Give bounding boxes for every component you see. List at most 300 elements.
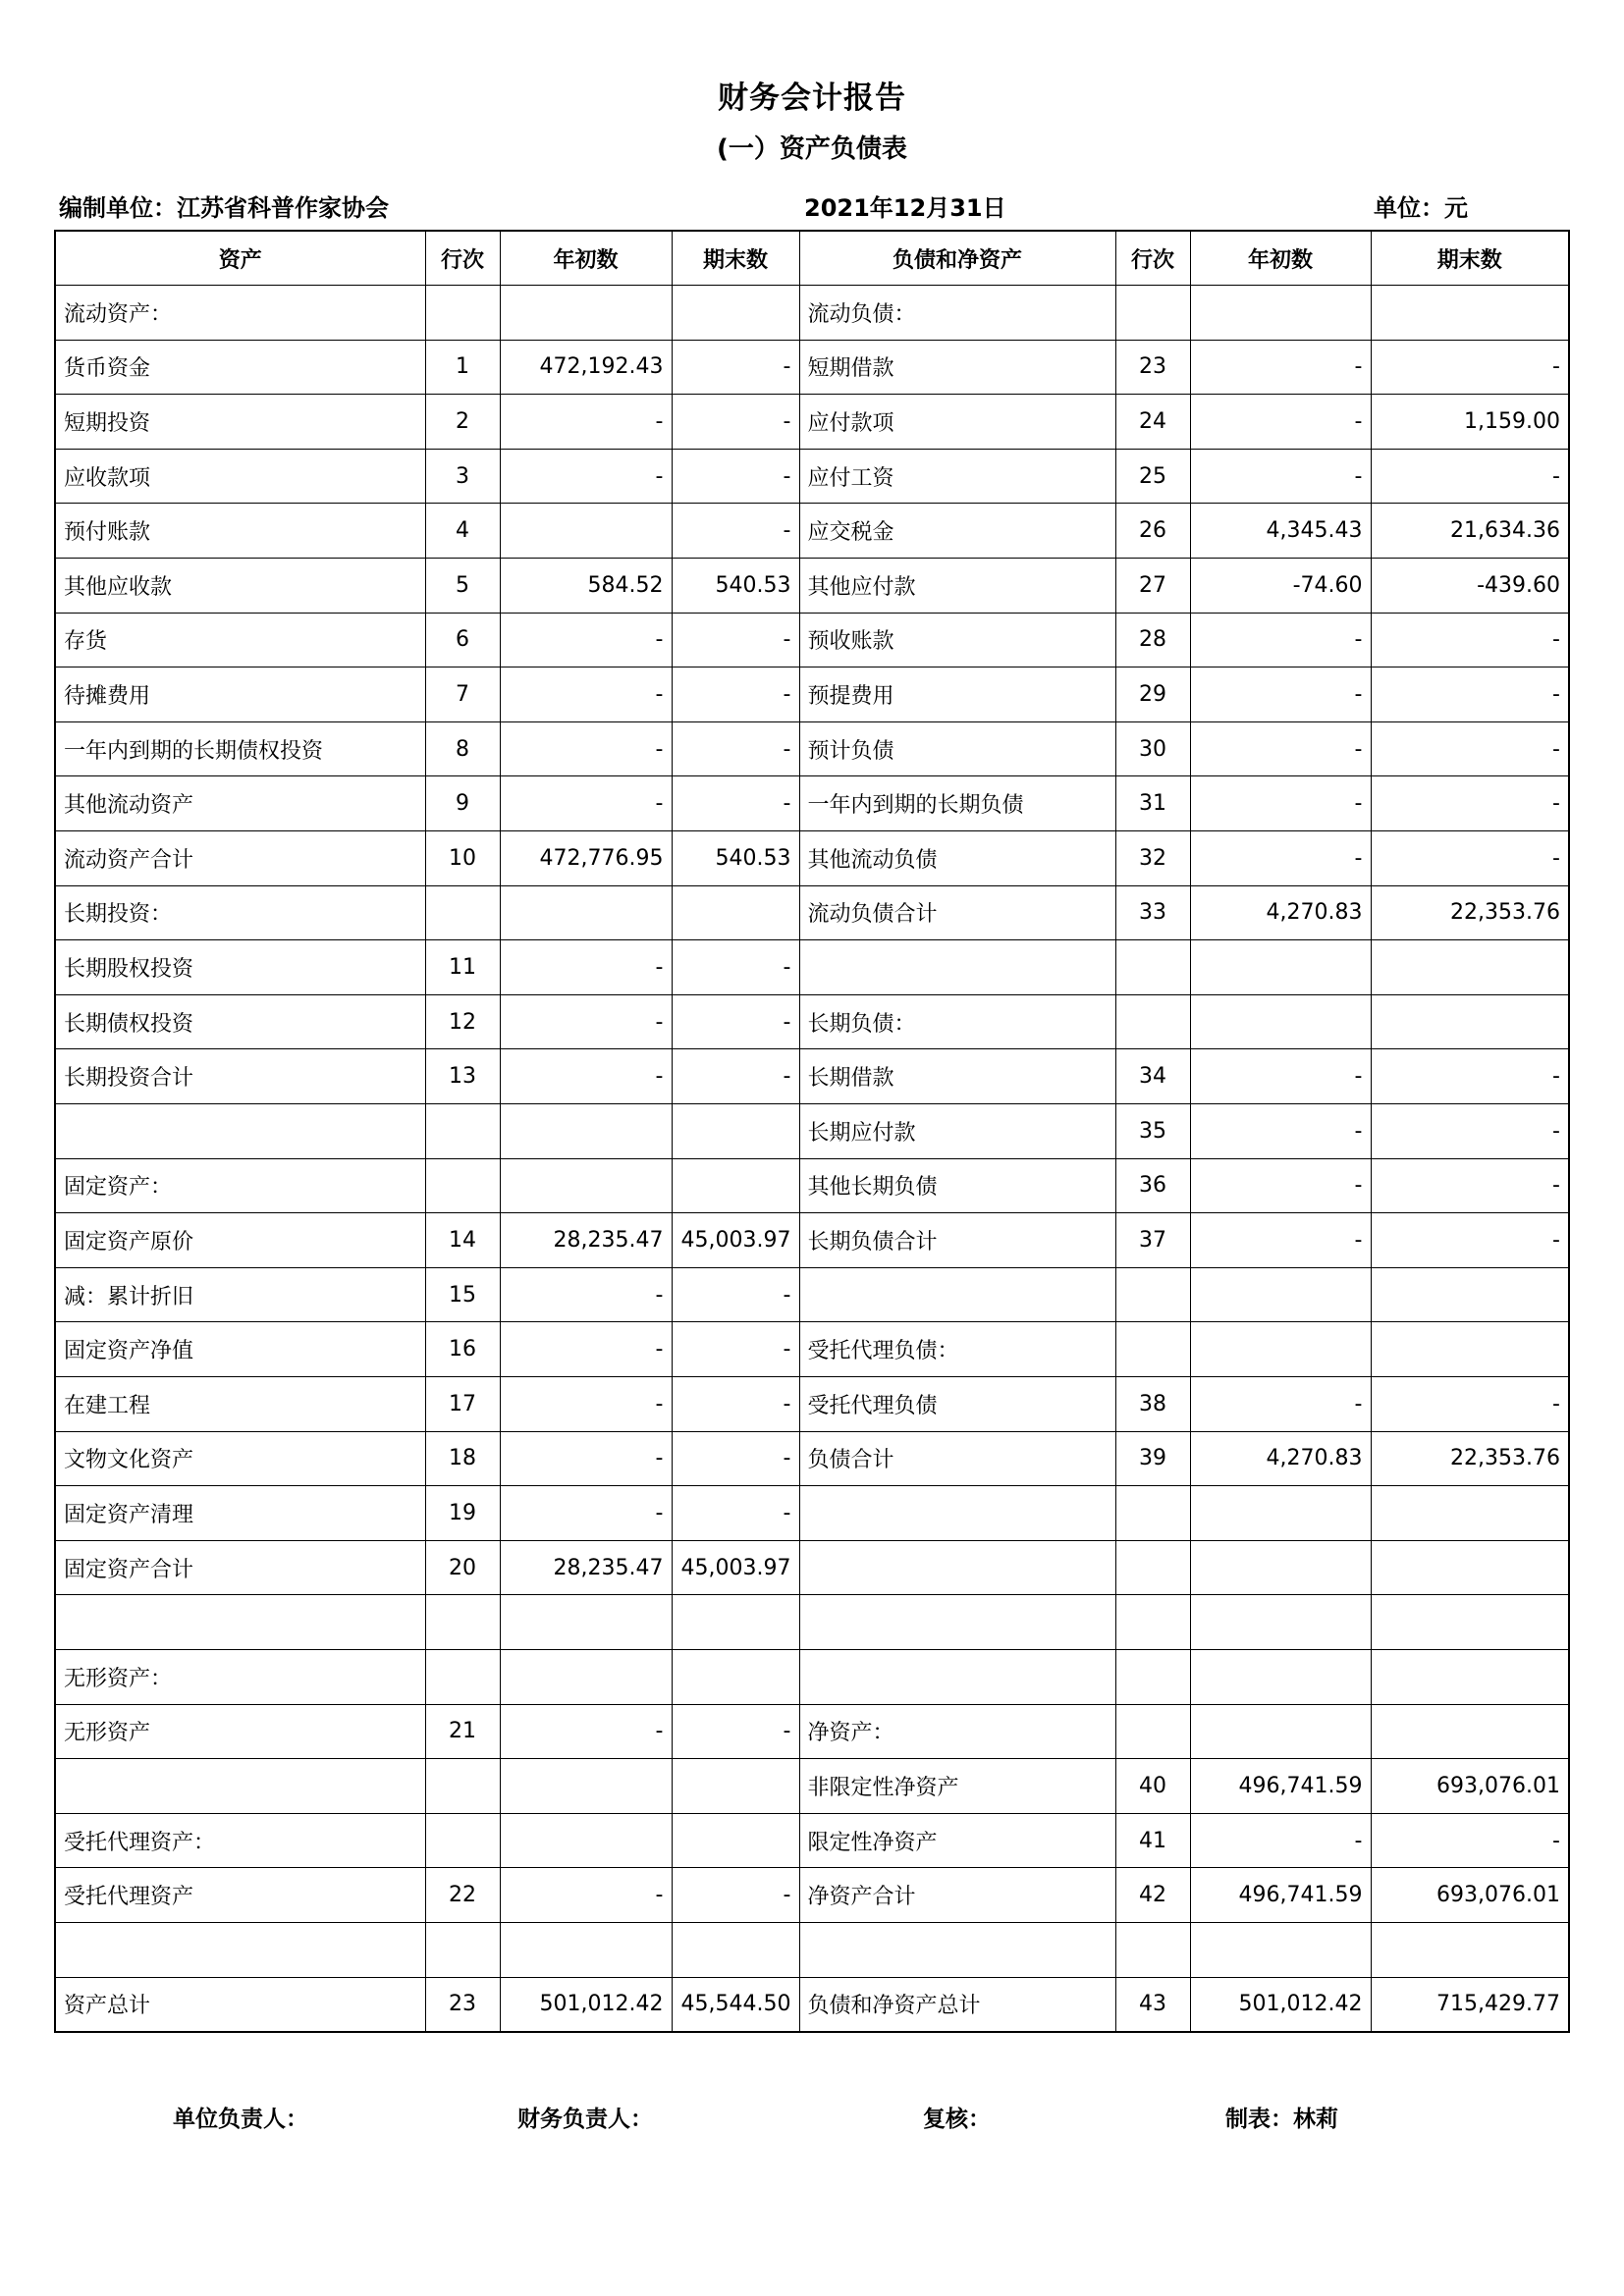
liability-ending-value: 22,353.76	[1371, 1431, 1569, 1486]
asset-line-no: 4	[425, 504, 500, 559]
liability-ending-value	[1371, 1267, 1569, 1322]
asset-ending-value: 45,003.97	[672, 1213, 799, 1268]
asset-beginning-value	[500, 1922, 672, 1977]
report-title: 财务会计报告	[718, 80, 906, 116]
liability-line-no: 37	[1115, 1213, 1190, 1268]
table-row	[55, 1977, 1569, 2032]
liability-name: 净资产合计	[799, 1868, 1115, 1923]
liability-name: 预收账款	[799, 613, 1115, 667]
liability-beginning-value: -	[1190, 721, 1371, 776]
asset-line-no: 23	[425, 1977, 500, 2032]
liability-beginning-value	[1190, 1922, 1371, 1977]
liability-beginning-value: 496,741.59	[1190, 1759, 1371, 1814]
asset-line-no: 18	[425, 1431, 500, 1486]
asset-name: 待摊费用	[55, 667, 425, 722]
liability-beginning-value: -	[1190, 1813, 1371, 1868]
table-body	[55, 286, 1569, 2032]
liability-line-no: 35	[1115, 1104, 1190, 1159]
asset-name: 长期股权投资	[55, 940, 425, 995]
table-row	[55, 1267, 1569, 1322]
unit-head-label: 单位负责人：	[173, 2107, 308, 2132]
asset-name: 固定资产合计	[55, 1540, 425, 1595]
asset-beginning-value	[500, 1595, 672, 1650]
asset-name: 流动资产：	[55, 286, 425, 341]
asset-beginning-value: 501,012.42	[500, 1977, 672, 2032]
liability-beginning-value	[1190, 940, 1371, 995]
reviewer-label: 复核：	[923, 2107, 991, 2132]
asset-beginning-value: 472,776.95	[500, 831, 672, 886]
liability-name: 其他长期负债	[799, 1158, 1115, 1213]
asset-ending-value: -	[672, 504, 799, 559]
asset-name: 无形资产：	[55, 1649, 425, 1704]
liability-ending-value: -	[1371, 1049, 1569, 1104]
asset-name: 应收款项	[55, 449, 425, 504]
asset-beginning-value: -	[500, 1376, 672, 1431]
liability-line-no	[1115, 1595, 1190, 1650]
asset-beginning-value: -	[500, 449, 672, 504]
asset-ending-value: -	[672, 449, 799, 504]
asset-ending-value: 540.53	[672, 559, 799, 614]
liability-name	[799, 1649, 1115, 1704]
asset-beginning-value: -	[500, 1322, 672, 1377]
liability-beginning-value: -	[1190, 776, 1371, 831]
liability-beginning-value	[1190, 1704, 1371, 1759]
asset-ending-value: -	[672, 667, 799, 722]
asset-line-no: 9	[425, 776, 500, 831]
liability-line-no: 26	[1115, 504, 1190, 559]
table-row	[55, 831, 1569, 886]
asset-ending-value: -	[672, 340, 799, 395]
liability-name: 一年内到期的长期负债	[799, 776, 1115, 831]
asset-name: 长期投资：	[55, 885, 425, 940]
asset-name: 其他流动资产	[55, 776, 425, 831]
asset-beginning-value: -	[500, 1868, 672, 1923]
asset-line-no	[425, 885, 500, 940]
report-info-bar	[59, 188, 1471, 222]
asset-name: 短期投资	[55, 395, 425, 450]
liability-line-no: 25	[1115, 449, 1190, 504]
liability-beginning-value	[1190, 1322, 1371, 1377]
asset-line-no: 14	[425, 1213, 500, 1268]
liability-name	[799, 1486, 1115, 1541]
table-row	[55, 1104, 1569, 1159]
liability-line-no	[1115, 286, 1190, 341]
liability-name: 受托代理负债	[799, 1376, 1115, 1431]
asset-line-no: 11	[425, 940, 500, 995]
asset-beginning-value: -	[500, 1486, 672, 1541]
asset-ending-value: 45,544.50	[672, 1977, 799, 2032]
liability-name: 负债合计	[799, 1431, 1115, 1486]
asset-ending-value: 45,003.97	[672, 1540, 799, 1595]
header-line-no: 行次	[1115, 231, 1190, 286]
asset-beginning-value: -	[500, 994, 672, 1049]
liability-beginning-value: -	[1190, 449, 1371, 504]
asset-line-no: 2	[425, 395, 500, 450]
liability-ending-value: -	[1371, 1158, 1569, 1213]
table-row	[55, 885, 1569, 940]
liability-name: 其他流动负债	[799, 831, 1115, 886]
asset-ending-value: -	[672, 1376, 799, 1431]
liability-name: 长期借款	[799, 1049, 1115, 1104]
header-assets: 资产	[55, 231, 425, 286]
liability-ending-value: -	[1371, 1376, 1569, 1431]
asset-name: 固定资产净值	[55, 1322, 425, 1377]
table-row	[55, 395, 1569, 450]
liability-beginning-value: 4,270.83	[1190, 885, 1371, 940]
liability-ending-value: -	[1371, 340, 1569, 395]
asset-ending-value	[672, 286, 799, 341]
table-row	[55, 449, 1569, 504]
table-row	[55, 1868, 1569, 1923]
asset-line-no: 13	[425, 1049, 500, 1104]
liability-line-no	[1115, 940, 1190, 995]
liability-line-no: 42	[1115, 1868, 1190, 1923]
asset-beginning-value: -	[500, 667, 672, 722]
asset-ending-value: -	[672, 721, 799, 776]
header-beginning: 年初数	[500, 231, 672, 286]
asset-name: 其他应收款	[55, 559, 425, 614]
asset-ending-value	[672, 1158, 799, 1213]
liability-ending-value: 22,353.76	[1371, 885, 1569, 940]
liability-name: 短期借款	[799, 340, 1115, 395]
asset-beginning-value	[500, 1813, 672, 1868]
table-row	[55, 1595, 1569, 1650]
table-row	[55, 559, 1569, 614]
liability-line-no: 34	[1115, 1049, 1190, 1104]
liability-beginning-value: 501,012.42	[1190, 1977, 1371, 2032]
asset-ending-value: -	[672, 395, 799, 450]
table-row	[55, 776, 1569, 831]
liability-ending-value: 1,159.00	[1371, 395, 1569, 450]
liability-ending-value	[1371, 1704, 1569, 1759]
asset-name	[55, 1104, 425, 1159]
asset-beginning-value	[500, 286, 672, 341]
asset-name: 长期投资合计	[55, 1049, 425, 1104]
liability-name: 流动负债合计	[799, 885, 1115, 940]
balance-sheet-table	[54, 230, 1570, 2033]
liability-beginning-value: 4,270.83	[1190, 1431, 1371, 1486]
asset-line-no	[425, 1759, 500, 1814]
asset-name: 预付账款	[55, 504, 425, 559]
table-row	[55, 340, 1569, 395]
signature-footer	[0, 2101, 1624, 2134]
asset-name: 一年内到期的长期债权投资	[55, 721, 425, 776]
liability-name	[799, 1595, 1115, 1650]
liability-ending-value: -	[1371, 1813, 1569, 1868]
table-row	[55, 940, 1569, 995]
liability-beginning-value: -74.60	[1190, 559, 1371, 614]
liability-beginning-value: -	[1190, 613, 1371, 667]
liability-name: 预计负债	[799, 721, 1115, 776]
asset-name: 固定资产：	[55, 1158, 425, 1213]
asset-line-no: 5	[425, 559, 500, 614]
liability-beginning-value: 4,345.43	[1190, 504, 1371, 559]
liability-beginning-value	[1190, 1649, 1371, 1704]
asset-ending-value	[672, 1922, 799, 1977]
asset-beginning-value: 584.52	[500, 559, 672, 614]
liability-name: 应交税金	[799, 504, 1115, 559]
liability-ending-value	[1371, 1649, 1569, 1704]
liability-beginning-value	[1190, 286, 1371, 341]
asset-line-no: 20	[425, 1540, 500, 1595]
liability-ending-value: -	[1371, 1213, 1569, 1268]
liability-ending-value	[1371, 1486, 1569, 1541]
liability-name	[799, 1922, 1115, 1977]
asset-line-no: 19	[425, 1486, 500, 1541]
liability-beginning-value: -	[1190, 831, 1371, 886]
asset-line-no	[425, 1595, 500, 1650]
asset-beginning-value: -	[500, 721, 672, 776]
liability-line-no	[1115, 1540, 1190, 1595]
asset-ending-value	[672, 1595, 799, 1650]
liability-line-no: 38	[1115, 1376, 1190, 1431]
asset-beginning-value: 472,192.43	[500, 340, 672, 395]
liability-line-no	[1115, 1267, 1190, 1322]
table-row	[55, 286, 1569, 341]
report-date: 2021年12月31日	[804, 194, 1006, 222]
liability-beginning-value	[1190, 1267, 1371, 1322]
table-row	[55, 1704, 1569, 1759]
liability-ending-value: -	[1371, 1104, 1569, 1159]
liability-beginning-value: -	[1190, 1376, 1371, 1431]
liability-line-no: 33	[1115, 885, 1190, 940]
asset-name: 流动资产合计	[55, 831, 425, 886]
asset-beginning-value: 28,235.47	[500, 1540, 672, 1595]
header-liabilities: 负债和净资产	[799, 231, 1115, 286]
asset-beginning-value	[500, 1104, 672, 1159]
liability-name: 长期负债合计	[799, 1213, 1115, 1268]
table-row	[55, 1049, 1569, 1104]
liability-ending-value	[1371, 1595, 1569, 1650]
table-row	[55, 1376, 1569, 1431]
table-row	[55, 1759, 1569, 1814]
liability-ending-value: -	[1371, 776, 1569, 831]
asset-ending-value: -	[672, 940, 799, 995]
asset-ending-value	[672, 1813, 799, 1868]
asset-line-no: 10	[425, 831, 500, 886]
liability-line-no	[1115, 1922, 1190, 1977]
asset-beginning-value: 28,235.47	[500, 1213, 672, 1268]
liability-ending-value	[1371, 1922, 1569, 1977]
table-row	[55, 1813, 1569, 1868]
header-ending: 期末数	[672, 231, 799, 286]
liability-ending-value: 715,429.77	[1371, 1977, 1569, 2032]
liability-line-no: 30	[1115, 721, 1190, 776]
liability-name: 应付工资	[799, 449, 1115, 504]
liability-ending-value	[1371, 286, 1569, 341]
liability-line-no: 24	[1115, 395, 1190, 450]
liability-beginning-value	[1190, 1486, 1371, 1541]
liability-line-no: 39	[1115, 1431, 1190, 1486]
liability-line-no	[1115, 1704, 1190, 1759]
asset-ending-value: -	[672, 613, 799, 667]
asset-name: 受托代理资产	[55, 1868, 425, 1923]
liability-ending-value	[1371, 1322, 1569, 1377]
asset-line-no	[425, 286, 500, 341]
liability-line-no	[1115, 994, 1190, 1049]
asset-name: 无形资产	[55, 1704, 425, 1759]
asset-beginning-value: -	[500, 1431, 672, 1486]
liability-ending-value	[1371, 940, 1569, 995]
asset-ending-value: -	[672, 1704, 799, 1759]
asset-name: 固定资产清理	[55, 1486, 425, 1541]
liability-beginning-value: -	[1190, 1049, 1371, 1104]
asset-name	[55, 1922, 425, 1977]
asset-name	[55, 1595, 425, 1650]
asset-ending-value	[672, 1104, 799, 1159]
asset-line-no: 16	[425, 1322, 500, 1377]
asset-beginning-value: -	[500, 613, 672, 667]
preparer-label: 制表：林莉	[1225, 2107, 1338, 2132]
asset-line-no: 8	[425, 721, 500, 776]
asset-beginning-value	[500, 1158, 672, 1213]
liability-ending-value: -	[1371, 667, 1569, 722]
liability-beginning-value	[1190, 1540, 1371, 1595]
asset-line-no	[425, 1158, 500, 1213]
asset-beginning-value: -	[500, 776, 672, 831]
asset-ending-value	[672, 1649, 799, 1704]
liability-ending-value: -439.60	[1371, 559, 1569, 614]
liability-name: 其他应付款	[799, 559, 1115, 614]
asset-line-no: 12	[425, 994, 500, 1049]
liability-ending-value: 693,076.01	[1371, 1759, 1569, 1814]
liability-beginning-value: -	[1190, 667, 1371, 722]
liability-name	[799, 940, 1115, 995]
liability-line-no	[1115, 1649, 1190, 1704]
liability-line-no: 40	[1115, 1759, 1190, 1814]
liability-line-no: 36	[1115, 1158, 1190, 1213]
asset-ending-value	[672, 1759, 799, 1814]
table-header-row	[55, 231, 1569, 286]
asset-ending-value: -	[672, 776, 799, 831]
liability-beginning-value	[1190, 994, 1371, 1049]
asset-line-no: 21	[425, 1704, 500, 1759]
liability-line-no: 27	[1115, 559, 1190, 614]
liability-beginning-value: -	[1190, 395, 1371, 450]
asset-line-no	[425, 1649, 500, 1704]
liability-ending-value: -	[1371, 831, 1569, 886]
liability-name: 限定性净资产	[799, 1813, 1115, 1868]
table-row	[55, 1213, 1569, 1268]
table-row	[55, 1322, 1569, 1377]
asset-line-no	[425, 1104, 500, 1159]
asset-beginning-value: -	[500, 1704, 672, 1759]
liability-beginning-value: 496,741.59	[1190, 1868, 1371, 1923]
asset-ending-value: -	[672, 1486, 799, 1541]
liability-line-no: 31	[1115, 776, 1190, 831]
liability-ending-value	[1371, 994, 1569, 1049]
liability-line-no: 32	[1115, 831, 1190, 886]
liability-name: 受托代理负债：	[799, 1322, 1115, 1377]
asset-beginning-value	[500, 504, 672, 559]
table-row	[55, 667, 1569, 722]
currency-unit: 单位：元	[1374, 194, 1468, 222]
table-row	[55, 1431, 1569, 1486]
asset-ending-value: -	[672, 1049, 799, 1104]
asset-ending-value: 540.53	[672, 831, 799, 886]
asset-name: 货币资金	[55, 340, 425, 395]
liability-ending-value: 21,634.36	[1371, 504, 1569, 559]
asset-ending-value: -	[672, 1868, 799, 1923]
asset-line-no: 1	[425, 340, 500, 395]
table-row	[55, 994, 1569, 1049]
asset-name: 存货	[55, 613, 425, 667]
liability-name: 长期负债：	[799, 994, 1115, 1049]
header-ending: 期末数	[1371, 231, 1569, 286]
table-row	[55, 504, 1569, 559]
report-subtitle: (一）资产负债表	[717, 134, 907, 164]
liability-beginning-value: -	[1190, 1104, 1371, 1159]
asset-line-no: 6	[425, 613, 500, 667]
liability-line-no: 23	[1115, 340, 1190, 395]
asset-ending-value: -	[672, 1322, 799, 1377]
asset-name	[55, 1759, 425, 1814]
liability-name: 流动负债：	[799, 286, 1115, 341]
liability-line-no: 43	[1115, 1977, 1190, 2032]
liability-name: 负债和净资产总计	[799, 1977, 1115, 2032]
asset-beginning-value: -	[500, 940, 672, 995]
asset-beginning-value	[500, 1649, 672, 1704]
liability-line-no	[1115, 1486, 1190, 1541]
asset-ending-value: -	[672, 1431, 799, 1486]
asset-name: 受托代理资产：	[55, 1813, 425, 1868]
liability-name: 预提费用	[799, 667, 1115, 722]
table-row	[55, 721, 1569, 776]
table-row	[55, 1540, 1569, 1595]
table-row	[55, 1922, 1569, 1977]
asset-line-no: 3	[425, 449, 500, 504]
asset-name: 在建工程	[55, 1376, 425, 1431]
asset-ending-value: -	[672, 994, 799, 1049]
asset-ending-value: -	[672, 1267, 799, 1322]
liability-name: 非限定性净资产	[799, 1759, 1115, 1814]
asset-name: 减：累计折旧	[55, 1267, 425, 1322]
asset-name: 固定资产原价	[55, 1213, 425, 1268]
asset-line-no: 22	[425, 1868, 500, 1923]
header-line-no: 行次	[425, 231, 500, 286]
table-row	[55, 613, 1569, 667]
liability-line-no	[1115, 1322, 1190, 1377]
liability-name	[799, 1540, 1115, 1595]
liability-beginning-value	[1190, 1595, 1371, 1650]
asset-line-no	[425, 1813, 500, 1868]
table-row	[55, 1649, 1569, 1704]
liability-beginning-value: -	[1190, 1213, 1371, 1268]
liability-line-no: 41	[1115, 1813, 1190, 1868]
liability-ending-value: -	[1371, 449, 1569, 504]
liability-name: 应付款项	[799, 395, 1115, 450]
preparing-unit: 编制单位：江苏省科普作家协会	[59, 194, 389, 222]
liability-name	[799, 1267, 1115, 1322]
liability-beginning-value: -	[1190, 340, 1371, 395]
asset-line-no: 15	[425, 1267, 500, 1322]
liability-ending-value: 693,076.01	[1371, 1868, 1569, 1923]
asset-beginning-value: -	[500, 1267, 672, 1322]
asset-name: 文物文化资产	[55, 1431, 425, 1486]
asset-name: 资产总计	[55, 1977, 425, 2032]
liability-ending-value: -	[1371, 613, 1569, 667]
table-row	[55, 1486, 1569, 1541]
liability-ending-value: -	[1371, 721, 1569, 776]
asset-line-no: 17	[425, 1376, 500, 1431]
asset-beginning-value	[500, 1759, 672, 1814]
liability-name: 长期应付款	[799, 1104, 1115, 1159]
header-beginning: 年初数	[1190, 231, 1371, 286]
finance-head-label: 财务负责人：	[517, 2107, 653, 2132]
asset-line-no: 7	[425, 667, 500, 722]
liability-name: 净资产：	[799, 1704, 1115, 1759]
liability-ending-value	[1371, 1540, 1569, 1595]
